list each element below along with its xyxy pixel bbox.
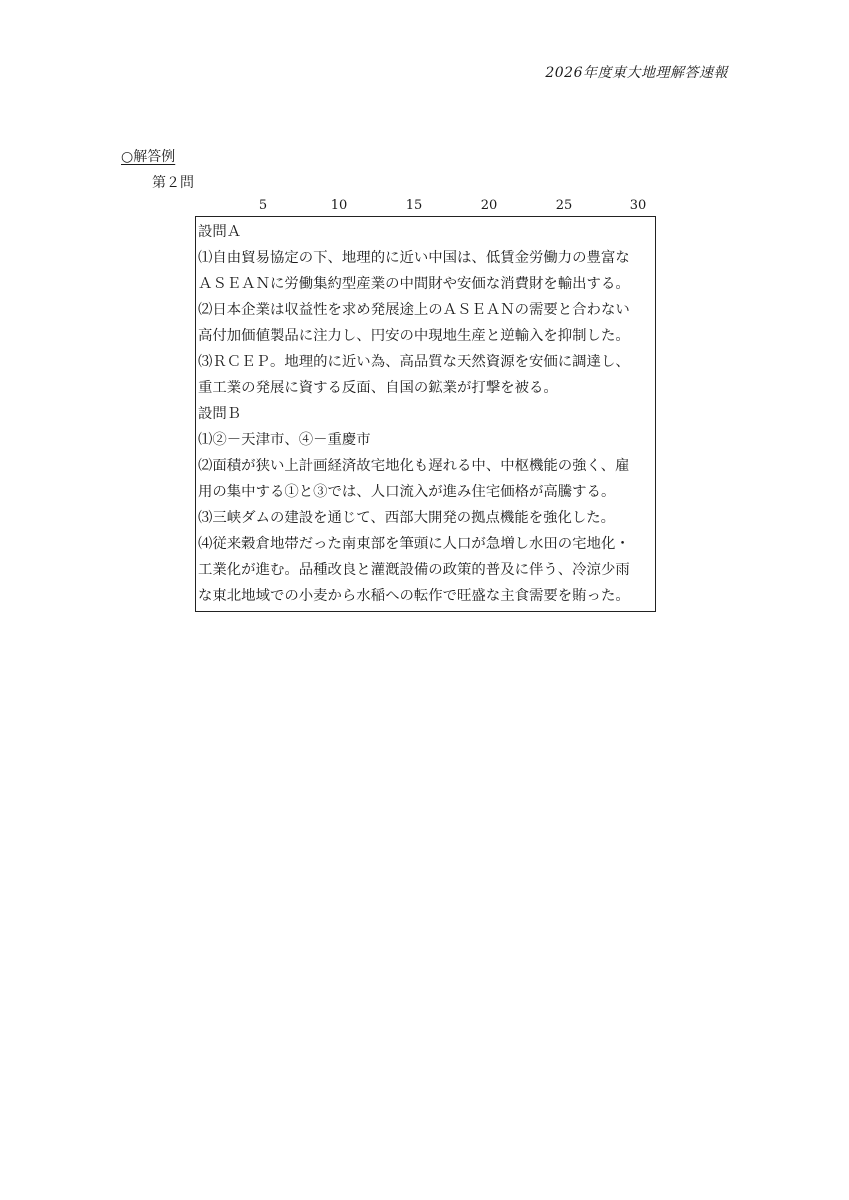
answer-line: ⑷従来穀倉地帯だった南東部を筆頭に人口が急増し水田の宅地化・ xyxy=(198,536,630,552)
section-heading: ○解答例 xyxy=(121,149,176,165)
answer-line: 重工業の発展に資する反面、自国の鉱業が打撃を被る。 xyxy=(198,380,558,396)
answer-subsection-a-heading: 設問Ａ xyxy=(198,224,242,240)
ruler-mark-25: 25 xyxy=(555,198,573,213)
answer-subsection-b-heading: 設問Ｂ xyxy=(198,406,242,422)
answer-line: ⑵面積が狭い上計画経済故宅地化も遅れる中、中枢機能の強く、雇 xyxy=(198,458,630,474)
ruler-mark-30: 30 xyxy=(629,198,647,213)
answer-line: な東北地域での小麦から水稲への転作で旺盛な主食需要を賄った。 xyxy=(198,588,630,604)
document-header-title: 2026年度東大地理解答速報 xyxy=(545,65,728,81)
answer-line: 用の集中する①と③では、人口流入が進み住宅価格が高騰する。 xyxy=(198,484,616,500)
answer-line: ⑴②－天津市、④－重慶市 xyxy=(198,432,371,448)
character-count-ruler xyxy=(196,198,656,216)
answer-box xyxy=(195,216,656,612)
answer-line: 工業化が進む。品種改良と灌漑設備の政策的普及に伴う、冷涼少雨 xyxy=(198,562,630,578)
answer-line: ⑴自由貿易協定の下、地理的に近い中国は、低賃金労働力の豊富な xyxy=(198,250,630,266)
ruler-mark-10: 10 xyxy=(330,198,348,213)
ruler-mark-5: 5 xyxy=(258,198,268,213)
answer-line: 高付加価値製品に注力し、円安の中現地生産と逆輸入を抑制した。 xyxy=(198,328,630,344)
ruler-mark-15: 15 xyxy=(405,198,423,213)
answer-line: ⑶三峡ダムの建設を通じて、西部大開発の拠点機能を強化した。 xyxy=(198,510,616,526)
ruler-mark-20: 20 xyxy=(480,198,498,213)
question-label: 第２問 xyxy=(152,175,194,191)
answer-line: ⑶ＲＣＥＰ。地理的に近い為、高品質な天然資源を安価に調達し、 xyxy=(198,354,630,370)
answer-line: ＡＳＥＡＮに労働集約型産業の中間財や安価な消費財を輸出する。 xyxy=(198,276,630,292)
answer-line: ⑵日本企業は収益性を求め発展途上のＡＳＥＡＮの需要と合わない xyxy=(198,302,630,318)
